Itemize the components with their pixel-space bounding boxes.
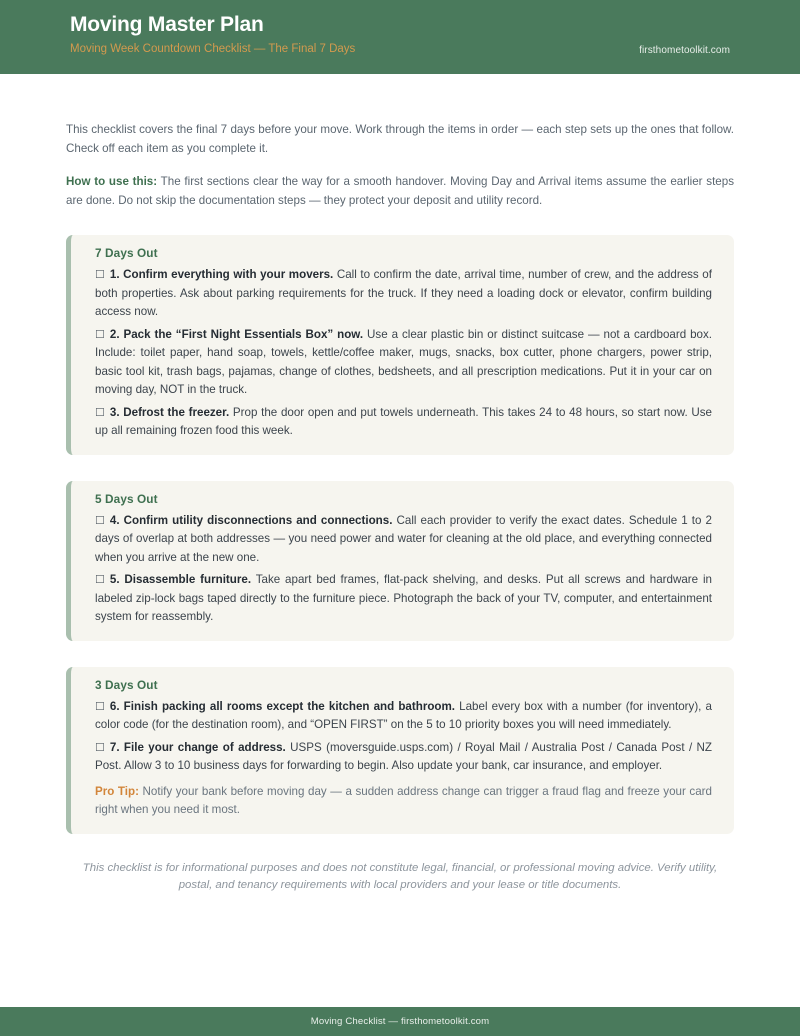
checklist-item[interactable] [95, 404, 712, 441]
intro-block [66, 74, 734, 210]
checkbox-icon[interactable]: ☐ [95, 574, 105, 586]
section-heading: 7 Days Out [95, 246, 158, 260]
page-subtitle: Moving Week Countdown Checklist — The Final 7 Days [70, 43, 356, 55]
how-to-text: The first sections clear the way for a smooth handover. Moving Day and Arrival items assume the earlier steps are done. Do not skip the documentation steps — they protect your deposit and utility record. [66, 175, 734, 207]
item-title: 4. Confirm utility disconnections and connections. [109, 513, 393, 527]
page-header [0, 0, 800, 74]
item-title: 7. File your change of address. [109, 740, 286, 754]
checkbox-icon[interactable]: ☐ [95, 514, 105, 527]
checklist-item[interactable] [95, 698, 712, 735]
item-body: Call each provider to verify the exact dates. Schedule 1 to 2 days of overlap at both addresses — you need power and water for cleaning at the old place, and everything connected when you arrive at the new one. [95, 513, 712, 564]
checklist-card [66, 481, 734, 641]
checklist-item[interactable] [95, 571, 712, 627]
header-site-label: firsthometoolkit.com [639, 45, 730, 56]
pro-tip [95, 783, 712, 820]
checklist-item[interactable] [95, 512, 712, 568]
item-body: Use a clear plastic bin or distinct suitcase — not a cardboard box. Include: toilet paper, hand soap, towels, kettle/coffee maker, mugs, snacks, box cutter, phone chargers, power strip, basic tool kit, trash bags, pajamas, change of clothes, bedsheets, and all prescription medications. Put it in your car on moving day, NOT in the truck. [95, 327, 712, 396]
document-content [0, 74, 800, 1007]
item-body: USPS (moversguide.usps.com) / Royal Mail / Australia Post / Canada Post / NZ Post. Allow 3 to 10 business days for forwarding to begin. Also update your bank, car insurance, and employer. [95, 740, 713, 772]
checklist-card [66, 667, 734, 834]
item-body: Take apart bed frames, flat-pack shelving, and desks. Put all screws and hardware in labeled zip-lock bags taped directly to the furniture piece. Photograph the back of your TV, computer, and entertainment system for reassembly. [95, 573, 712, 623]
intro-paragraph: This checklist covers the final 7 days before your move. Work through the items in order — each step sets up the ones that follow. Check off each item as you complete it. [66, 123, 734, 155]
section-heading: 3 Days Out [95, 677, 158, 692]
item-title: 3. Defrost the freezer. [109, 405, 230, 419]
page-title: Moving Master Plan [70, 13, 264, 36]
checklist-sections [66, 235, 734, 834]
page-footer [0, 1007, 800, 1036]
item-title: 1. Confirm everything with your movers. [109, 268, 334, 281]
checkbox-icon[interactable]: ☐ [95, 328, 105, 341]
how-to-paragraph [66, 173, 734, 210]
checklist-item[interactable] [95, 266, 712, 322]
section-heading: 5 Days Out [95, 491, 158, 506]
checkbox-icon[interactable]: ☐ [95, 406, 105, 419]
item-title: 6. Finish packing all rooms except the kitchen and bathroom. [109, 699, 456, 713]
disclaimer-text: This checklist is for informational purposes and does not constitute legal, financial, or professional moving advice. Verify utility, postal, and tenancy requirements with local providers and your lease or title documents. [82, 861, 718, 891]
item-body: Call to confirm the date, arrival time, number of crew, and the address of both properties. Ask about parking requirements for the truck. If they need a loading dock or elevator, confirm building access now. [95, 268, 712, 318]
item-body: Prop the door open and put towels underneath. This takes 24 to 48 hours, so start now. Use up all remaining frozen food this week. [95, 405, 712, 437]
item-title: 2. Pack the “First Night Essentials Box” now. [109, 327, 364, 341]
pro-tip-label: Pro Tip: [95, 784, 139, 798]
checkbox-icon[interactable]: ☐ [95, 269, 105, 281]
bottom-spacer [66, 895, 734, 991]
checkbox-icon[interactable]: ☐ [95, 741, 105, 754]
item-title: 5. Disassemble furniture. [109, 573, 252, 586]
checklist-item[interactable] [95, 739, 712, 776]
footer-label: Moving Checklist — firsthometoolkit.com [310, 1016, 490, 1027]
pro-tip-text: Notify your bank before moving day — a sudden address change can trigger a fraud flag and freeze your card right when you need it most. [95, 784, 712, 816]
checklist-card [66, 235, 734, 455]
item-body: Label every box with a number (for inventory), a color code (for the destination room), and “OPEN FIRST” on the 5 to 10 priority boxes you will need immediately. [95, 699, 712, 731]
how-to-label: How to use this: [66, 175, 158, 188]
checklist-item[interactable] [95, 326, 712, 400]
checkbox-icon[interactable]: ☐ [95, 700, 105, 713]
